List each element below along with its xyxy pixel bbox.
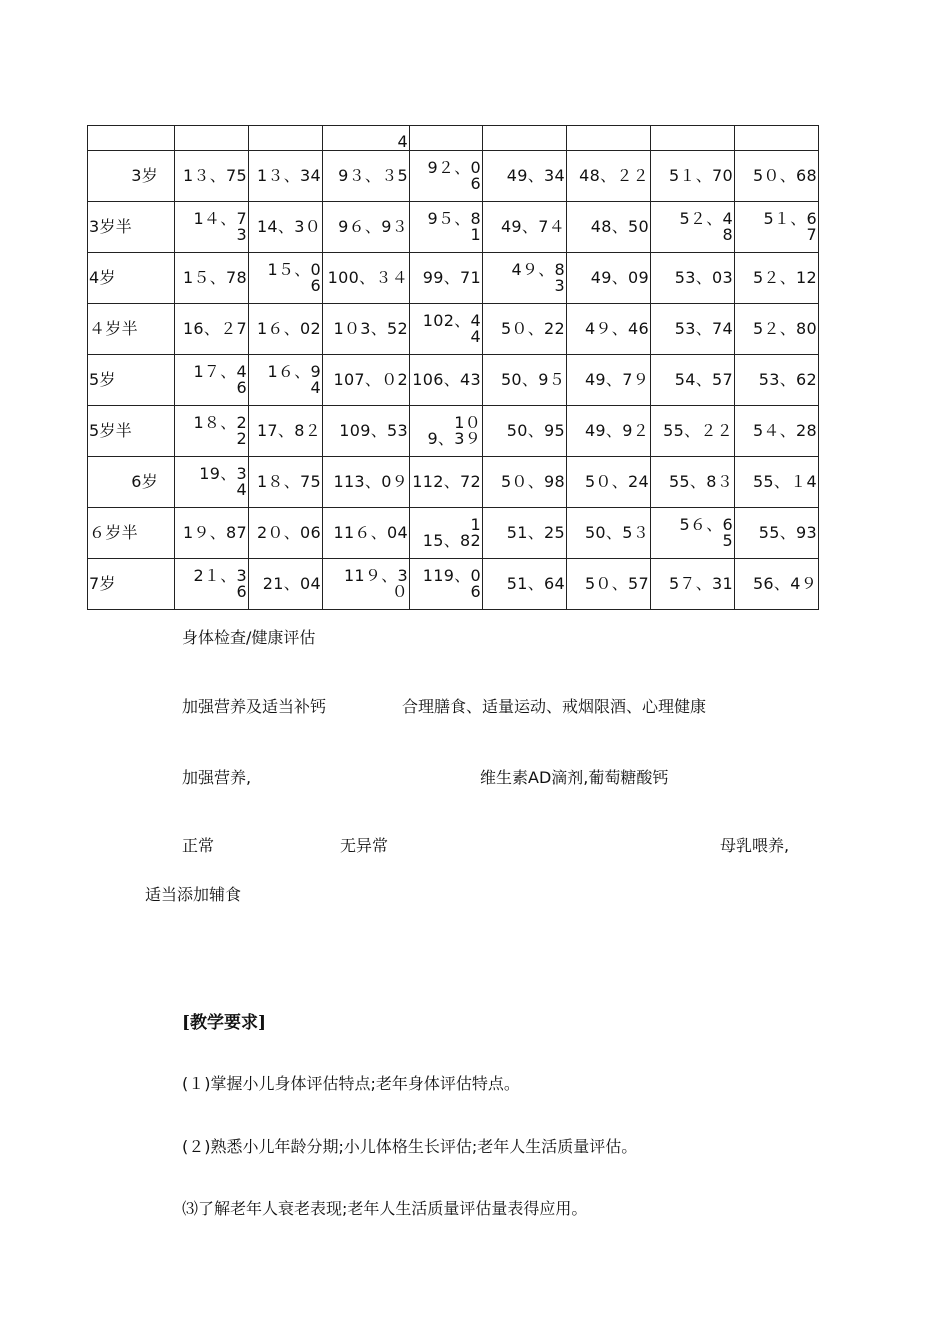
- table-cell: [567, 126, 651, 151]
- table-cell: 100、３４: [323, 253, 410, 304]
- age-cell: 5岁: [88, 355, 175, 406]
- table-cell: 50、9５: [483, 355, 567, 406]
- table-row: [88, 202, 819, 253]
- table-cell: 5０、68: [735, 151, 819, 202]
- table-cell: 112、72: [410, 457, 483, 508]
- table-cell: 49、7４: [483, 202, 567, 253]
- table-cell: [735, 126, 819, 151]
- table-cell: 109、53: [323, 406, 410, 457]
- table-cell: [88, 126, 175, 151]
- table-cell: 9５、8 1: [410, 202, 483, 253]
- table-cell: 49、09: [567, 253, 651, 304]
- table-cell: 16、２7: [175, 304, 249, 355]
- table-cell: 55、93: [735, 508, 819, 559]
- table-cell: 1６、9 4: [249, 355, 323, 406]
- table-cell: 4９、46: [567, 304, 651, 355]
- table-cell: 1８、2 2: [175, 406, 249, 457]
- requirement-item: ⑶了解老年人衰老表现;老年人生活质量评估量表得应用。: [182, 1199, 588, 1218]
- table-cell: 54、57: [651, 355, 735, 406]
- table-cell: 5０、24: [567, 457, 651, 508]
- table-cell: 51、64: [483, 559, 567, 610]
- age-cell: 5岁半: [88, 406, 175, 457]
- table-cell: [483, 126, 567, 151]
- table-cell: 4: [323, 126, 410, 151]
- text-line: 合理膳食、适量运动、戒烟限酒、心理健康: [402, 697, 707, 716]
- table-cell: 119、0 6: [410, 559, 483, 610]
- table-cell: 5０、98: [483, 457, 567, 508]
- table-row: [88, 457, 819, 508]
- text-line: 适当添加辅食: [145, 885, 242, 904]
- table-cell: 1 15、82: [410, 508, 483, 559]
- requirement-item: (１)掌握小儿身体评估特点;老年身体评估特点。: [182, 1074, 520, 1093]
- age-cell: 6岁: [88, 457, 175, 508]
- age-cell: 3岁半: [88, 202, 175, 253]
- growth-table-body: [88, 126, 819, 610]
- table-cell: 1６、02: [249, 304, 323, 355]
- table-cell: 1３、34: [249, 151, 323, 202]
- table-row: [88, 508, 819, 559]
- table-cell: 55、１4: [735, 457, 819, 508]
- table-row: [88, 253, 819, 304]
- table-cell: 56、4９: [735, 559, 819, 610]
- table-cell: 106、43: [410, 355, 483, 406]
- table-cell: 9６、9３: [323, 202, 410, 253]
- age-cell: ６岁半: [88, 508, 175, 559]
- table-cell: 5７、31: [651, 559, 735, 610]
- table-cell: 5２、80: [735, 304, 819, 355]
- table-cell: 49、7９: [567, 355, 651, 406]
- table-row: [88, 126, 819, 151]
- age-cell: 3岁: [88, 151, 175, 202]
- table-cell: 19、3 4: [175, 457, 249, 508]
- section-heading: [教学要求]: [182, 1013, 267, 1033]
- table-cell: 5２、12: [735, 253, 819, 304]
- table-cell: 1０ 9、3９: [410, 406, 483, 457]
- table-cell: 5０、22: [483, 304, 567, 355]
- table-row: [88, 151, 819, 202]
- table-cell: 9３、３5: [323, 151, 410, 202]
- table-cell: 5６、6 5: [651, 508, 735, 559]
- table-cell: 1４、7 3: [175, 202, 249, 253]
- table-cell: 4９、8 3: [483, 253, 567, 304]
- table-cell: [410, 126, 483, 151]
- table-row: [88, 355, 819, 406]
- table-cell: [249, 126, 323, 151]
- table-cell: 55、8３: [651, 457, 735, 508]
- table-cell: 1０3、52: [323, 304, 410, 355]
- table-cell: 102、4 4: [410, 304, 483, 355]
- table-cell: [651, 126, 735, 151]
- requirement-item: (２)熟悉小儿年龄分期;小儿体格生长评估;老年人生活质量评估。: [182, 1137, 638, 1156]
- table-cell: 1５、0 6: [249, 253, 323, 304]
- table-cell: 11９、3 ０: [323, 559, 410, 610]
- table-cell: 99、71: [410, 253, 483, 304]
- table-cell: 50、95: [483, 406, 567, 457]
- table-cell: 53、74: [651, 304, 735, 355]
- table-cell: 55、２２: [651, 406, 735, 457]
- table-cell: 5４、28: [735, 406, 819, 457]
- text-line: 加强营养,: [182, 768, 252, 787]
- table-cell: 49、9２: [567, 406, 651, 457]
- table-cell: 5１、6 7: [735, 202, 819, 253]
- table-cell: 5２、4 8: [651, 202, 735, 253]
- age-cell: 7岁: [88, 559, 175, 610]
- table-cell: 5１、70: [651, 151, 735, 202]
- table-cell: 53、03: [651, 253, 735, 304]
- growth-table: [87, 125, 819, 610]
- table-row: [88, 559, 819, 610]
- table-cell: 1７、4 6: [175, 355, 249, 406]
- text-line: 无异常: [340, 836, 389, 855]
- table-cell: 14、3０: [249, 202, 323, 253]
- table-cell: 17、8２: [249, 406, 323, 457]
- table-cell: 1３、75: [175, 151, 249, 202]
- table-row: [88, 304, 819, 355]
- table-cell: 9２、0 6: [410, 151, 483, 202]
- table-cell: 49、34: [483, 151, 567, 202]
- age-cell: 4岁: [88, 253, 175, 304]
- table-cell: 5０、57: [567, 559, 651, 610]
- table-cell: 113、0９: [323, 457, 410, 508]
- text-line: 加强营养及适当补钙: [182, 697, 327, 716]
- table-cell: 2０、06: [249, 508, 323, 559]
- table-cell: 1９、87: [175, 508, 249, 559]
- table-cell: 11６、04: [323, 508, 410, 559]
- text-line: 正常: [182, 836, 215, 855]
- table-cell: 1８、75: [249, 457, 323, 508]
- table-cell: 48、２２: [567, 151, 651, 202]
- table-row: [88, 406, 819, 457]
- table-cell: 107、０2: [323, 355, 410, 406]
- section-label: 身体检查/健康评估: [182, 628, 316, 647]
- table-cell: 2１、3 6: [175, 559, 249, 610]
- table-cell: 1５、78: [175, 253, 249, 304]
- table-cell: 21、04: [249, 559, 323, 610]
- table-cell: 50、5３: [567, 508, 651, 559]
- text-line: 母乳喂养,: [720, 836, 790, 855]
- table-cell: 51、25: [483, 508, 567, 559]
- text-line: 维生素AD滴剂,葡萄糖酸钙: [480, 768, 669, 787]
- table-cell: 48、50: [567, 202, 651, 253]
- age-cell: ４岁半: [88, 304, 175, 355]
- table-cell: 53、62: [735, 355, 819, 406]
- table-cell: [175, 126, 249, 151]
